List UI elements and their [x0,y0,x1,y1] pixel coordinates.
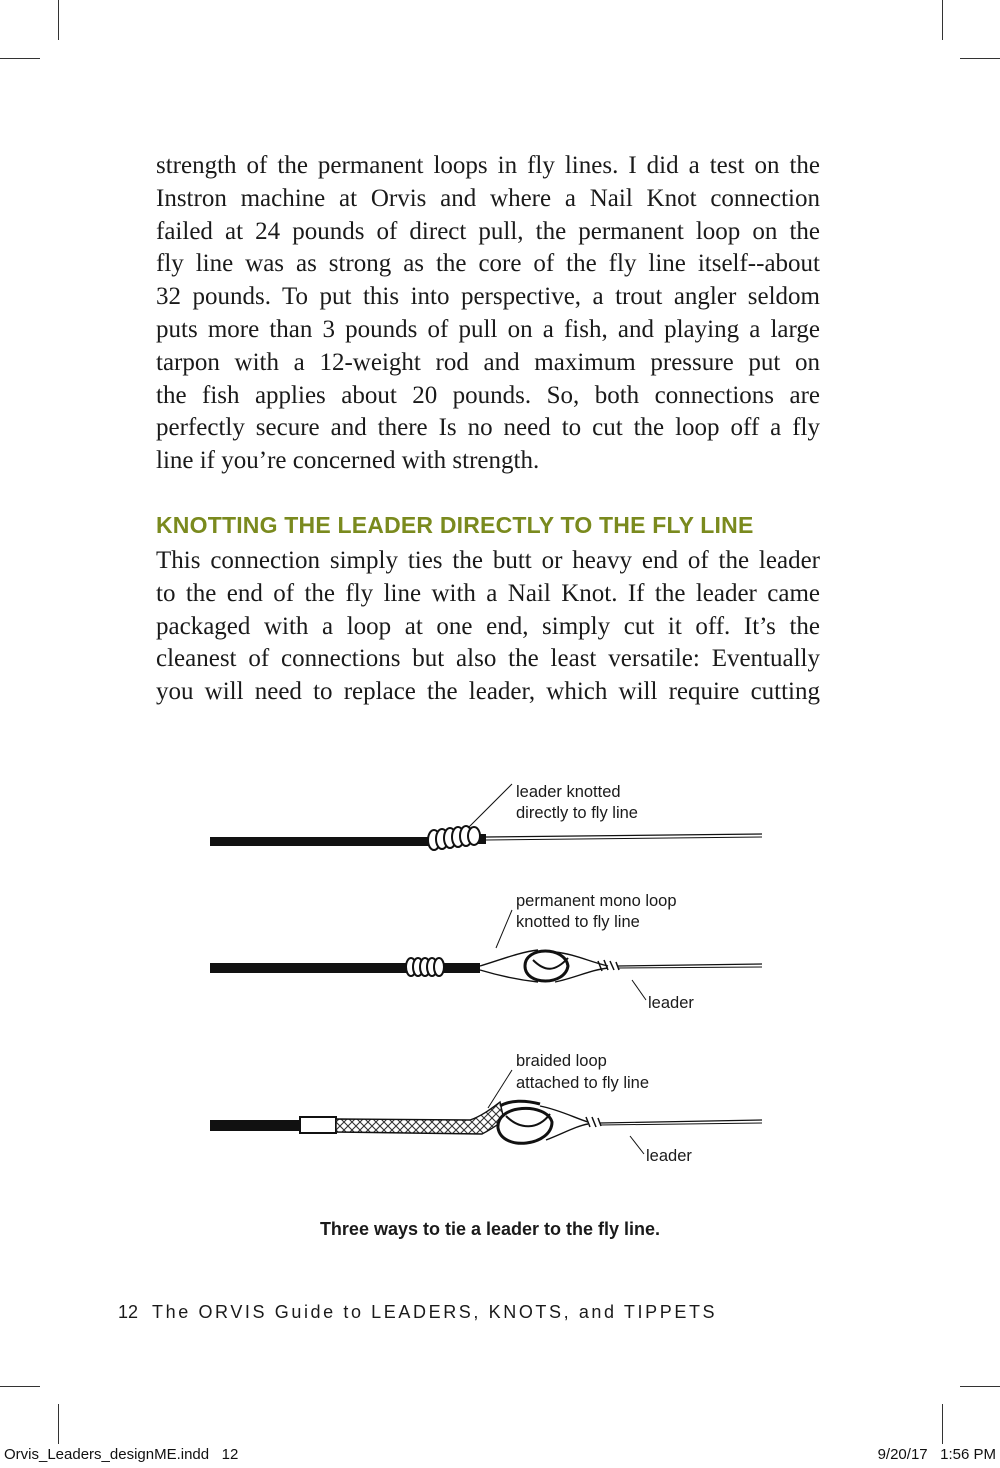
slug-datetime: 9/20/17 1:56 PM [877,1446,996,1463]
label-leader-knotted: leader knotted [516,783,621,801]
crop-mark-top-right-h [960,58,1000,59]
section-heading: KNOTTING THE LEADER DIRECTLY TO THE FLY LINE [156,512,754,538]
interlocking-loop [525,951,568,981]
text-line: This connection simply ties the butt or heavy end of the leader [156,547,820,574]
label-pointer [468,784,512,828]
leader-line [600,1120,762,1123]
crop-mark-bottom-right-h [960,1386,1000,1387]
fly-line [210,1120,302,1131]
text-line: fly line was as strong as the core of the fly line itself--about [156,250,820,278]
label-pointer [632,980,646,1000]
label-leader: leader [646,1147,692,1165]
figure-caption: Three ways to tie a leader to the fly line. [319,1219,661,1239]
label-leader-knotted: directly to fly line [516,804,638,822]
label-mono-loop: permanent mono loop [516,892,677,910]
leader-line [486,834,762,837]
text-line: cleanest of connections but also the least versatile: Eventually [156,645,820,673]
leader-knot [586,1117,601,1127]
text-line: to the end of the fly line with a Nail Knot. If the leader came [156,579,820,607]
page-footer [118,1302,717,1323]
leader-line [600,1123,762,1125]
label-braided-loop: braided loop [516,1052,607,1070]
nail-knot [428,826,480,850]
leader-line [618,964,762,966]
braided-sleeve [336,1102,504,1134]
label-pointer [630,1136,644,1154]
body-paragraph-1 [156,150,820,478]
text-line: perfectly secure and there Is no need to cut the loop off a fly [156,414,820,442]
crop-mark-bottom-left-v [58,1404,59,1444]
text-line: you will need to replace the leader, which will require cutting [156,678,820,706]
diagram-mono-loop [210,892,762,1012]
crop-mark-bottom-right-v [942,1404,943,1444]
body-paragraph-2 [156,545,820,709]
nail-knot [406,958,444,976]
text-line: puts more than 3 pounds of pull on a fish, and playing a large [156,315,820,343]
leader-knot [598,960,619,971]
slug-filename: Orvis_Leaders_designME.indd 12 [4,1446,239,1463]
text-line: 32 pounds. To put this into perspective, a trout angler seldom [156,283,820,311]
crop-mark-bottom-left-h [0,1386,40,1387]
text-line: packaged with a loop at one end, simply cut it off. It’s the [156,612,820,640]
text-line: strength of the permanent loops in fly lines. I did a test on the [156,152,820,179]
crop-mark-top-left-h [0,58,40,59]
text-line: the fish applies about 20 pounds. So, both connections are [156,381,820,409]
fly-line [210,837,440,846]
label-mono-loop: knotted to fly line [516,913,640,931]
text-line: failed at 24 pounds of direct pull, the permanent loop on the [156,217,820,245]
braided-loop [500,1101,540,1106]
label-pointer [496,910,512,948]
label-leader: leader [648,994,694,1012]
running-title: The ORVIS Guide to LEADERS, KNOTS, and TIPPETS [152,1302,718,1322]
sleeve [300,1117,336,1133]
crop-mark-top-left-v [58,0,59,40]
crop-mark-top-right-v [942,0,943,40]
label-braided-loop: attached to fly line [516,1074,649,1092]
leader-connection-illustration [200,770,780,1200]
diagram-nail-knot [210,783,762,850]
text-line: tarpon with a 12-weight rod and maximum pressure put on [156,348,820,376]
text-line: line if you’re concerned with strength. [156,447,540,475]
leader-line [618,967,762,968]
text-line: Instron machine at Orvis and where a Nail Knot connection [156,184,820,212]
diagram-braided-loop [210,1052,762,1165]
page-number: 12 [118,1302,139,1322]
leader-line [486,837,762,840]
